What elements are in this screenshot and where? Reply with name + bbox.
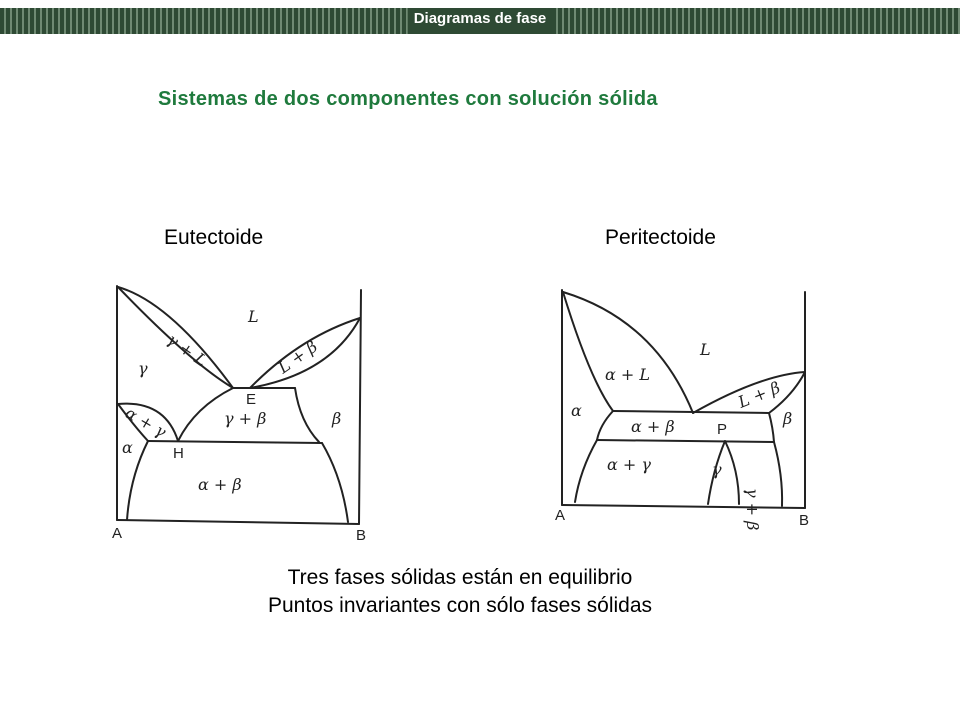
gamma-boundary-right [725, 441, 739, 504]
region-liquid: L [248, 307, 259, 326]
header-bar [0, 8, 960, 34]
peritectoid-line [597, 440, 774, 442]
eutectoid-line [148, 441, 322, 443]
alpha-solvus-upper [597, 411, 613, 440]
region-gamma-beta: γ + β [743, 488, 762, 530]
beta-solvus [322, 443, 348, 522]
region-liquid: L [700, 340, 711, 359]
point-h-label: H [173, 445, 184, 462]
caption-line-2: Puntos invariantes con sólo fases sólidas [267, 594, 653, 617]
region-alpha-gamma: α + γ [607, 455, 651, 474]
region-alpha-gamma: α + γ [122, 403, 170, 442]
region-gamma-beta: γ + β [224, 409, 267, 428]
peritectoid-diagram [545, 280, 820, 530]
region-beta: β [332, 409, 342, 428]
alpha-solvus-lower [575, 440, 597, 502]
axis-bottom-line [562, 505, 805, 508]
region-alpha-beta: α + β [631, 417, 675, 436]
caption-line-1: Tres fases sólidas están en equilibrio [287, 566, 633, 589]
slide-title: Sistemas de dos componentes con solución sólida [158, 88, 658, 110]
region-alpha-liquid: α + L [605, 365, 651, 384]
beta-solvus-lower [774, 442, 782, 506]
region-gamma: γ [138, 359, 148, 378]
region-liquid-beta: L + β [735, 377, 783, 412]
axis-b-label: B [356, 527, 367, 544]
header-title: Diagramas de fase [408, 8, 553, 34]
axis-a-label: A [112, 525, 123, 542]
gamma-beta-right [295, 388, 319, 442]
beta-solvus-upper [769, 413, 774, 442]
point-e-label: E [246, 391, 257, 408]
region-gamma-liquid: γ + L [163, 329, 211, 371]
region-alpha-beta: α + β [198, 475, 242, 494]
axis-b-label: B [799, 512, 810, 529]
point-p-label: P [717, 421, 728, 438]
axis-right-line [359, 290, 361, 524]
axis-bottom-line [117, 520, 359, 524]
liquidus-left [563, 292, 693, 413]
region-liquid-beta: L + β [274, 336, 321, 378]
eutectoid-diagram [100, 262, 390, 552]
region-beta: β [783, 409, 793, 428]
peritectic-line [613, 411, 769, 413]
axis-a-label: A [555, 507, 566, 524]
region-alpha: α [122, 438, 133, 457]
peritectoid-label: Peritectoide [605, 226, 716, 249]
region-alpha: α [571, 401, 582, 420]
eutectoid-label: Eutectoide [164, 226, 264, 249]
region-gamma: γ [712, 460, 722, 479]
